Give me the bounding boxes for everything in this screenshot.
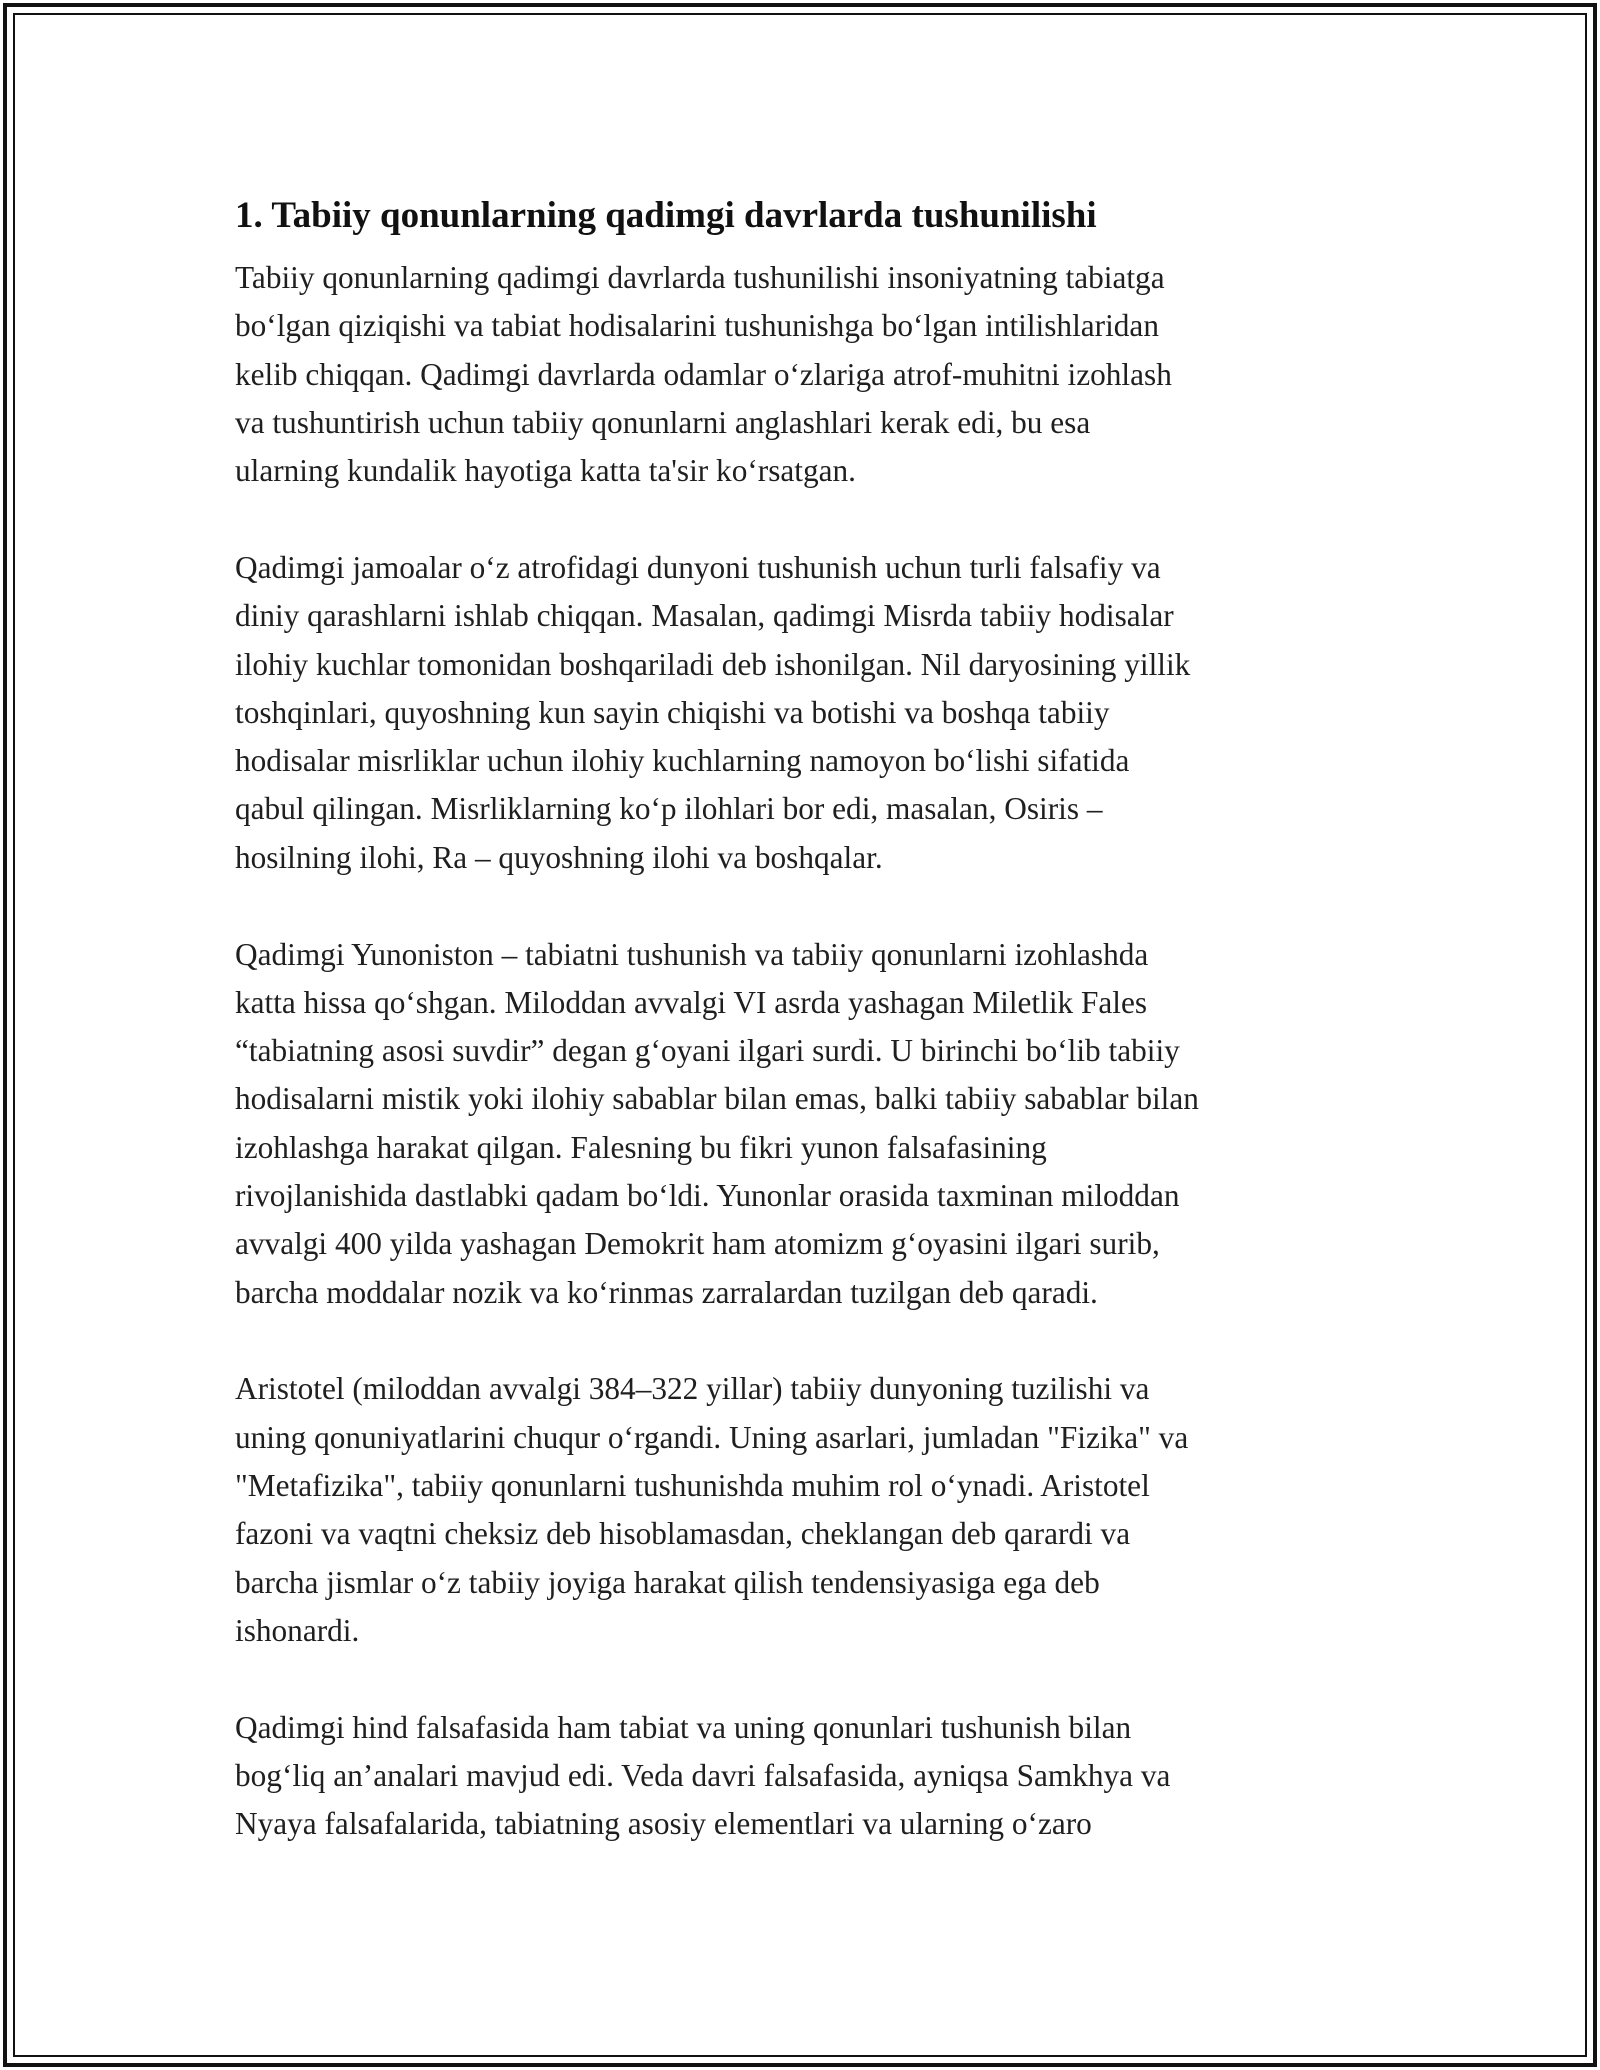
- text-line: barcha jismlar o‘z tabiiy joyiga harakat qilish tendensiyasiga ega deb: [235, 1564, 1100, 1600]
- text-line: Aristotel (miloddan avvalgi 384–322 yillar) tabiiy dunyoning tuzilishi va: [235, 1371, 1150, 1407]
- paragraph-5: [235, 1704, 1395, 1849]
- text-line: uning qonuniyatlarini chuqur o‘rgandi. Uning asarlari, jumladan "Fizika" va: [235, 1419, 1189, 1455]
- text-line: "Metafizika", tabiiy qonunlarni tushunishda muhim rol o‘ynadi. Aristotel: [235, 1468, 1150, 1504]
- paragraph-2: [235, 544, 1395, 882]
- text-line: bo‘lgan qiziqishi va tabiat hodisalarini tushunishga bo‘lgan intilishlaridan: [235, 308, 1159, 344]
- text-line: hodisalarni mistik yoki ilohiy sabablar bilan emas, balki tabiiy sabablar bilan: [235, 1081, 1199, 1117]
- text-line: hosilning ilohi, Ra – quyoshning ilohi va boshqalar.: [235, 839, 883, 875]
- text-line: diniy qarashlarni ishlab chiqqan. Masalan, qadimgi Misrda tabiiy hodisalar: [235, 598, 1174, 634]
- text-line: Nyaya falsafalarida, tabiatning asosiy elementlari va ularning o‘zaro: [235, 1806, 1092, 1842]
- paragraph-3: [235, 931, 1395, 1317]
- text-line: avvalgi 400 yilda yashagan Demokrit ham atomizm g‘oyasini ilgari surib,: [235, 1226, 1160, 1262]
- text-line: va tushuntirish uchun tabiiy qonunlarni anglashlari kerak edi, bu esa: [235, 404, 1091, 440]
- text-line: fazoni va vaqtni cheksiz deb hisoblamasdan, cheklangan deb qarardi va: [235, 1516, 1131, 1552]
- text-line: kelib chiqqan. Qadimgi davrlarda odamlar o‘zlariga atrof-muhitni izohlash: [235, 356, 1172, 392]
- text-line: ishonardi.: [235, 1612, 360, 1648]
- text-line: bog‘liq an’analari mavjud edi. Veda davri falsafasida, ayniqsa Samkhya va: [235, 1758, 1171, 1794]
- section-heading: 1. Tabiiy qonunlarning qadimgi davrlarda tushunilishi: [235, 195, 1097, 236]
- text-line: rivojlanishida dastlabki qadam bo‘ldi. Yunonlar orasida taxminan miloddan: [235, 1178, 1180, 1214]
- text-line: ilohiy kuchlar tomonidan boshqariladi deb ishonilgan. Nil daryosining yillik: [235, 646, 1191, 682]
- text-line: Qadimgi hind falsafasida ham tabiat va uning qonunlari tushunish bilan: [235, 1709, 1132, 1745]
- paragraph-1: [235, 254, 1395, 495]
- text-line: qabul qilingan. Misrliklarning ko‘p ilohlari bor edi, masalan, Osiris –: [235, 791, 1103, 827]
- text-line: katta hissa qo‘shgan. Miloddan avvalgi VI asrda yashagan Miletlik Fales: [235, 984, 1148, 1020]
- text-line: Qadimgi Yunoniston – tabiatni tushunish va tabiiy qonunlarni izohlashda: [235, 936, 1149, 972]
- text-line: hodisalar misrliklar uchun ilohiy kuchlarning namoyon bo‘lishi sifatida: [235, 743, 1130, 779]
- text-line: ularning kundalik hayotiga katta ta'sir ko‘rsatgan.: [235, 453, 856, 489]
- document-body: [235, 188, 1395, 1849]
- text-line: izohlashga harakat qilgan. Falesning bu fikri yunon falsafasining: [235, 1129, 1047, 1165]
- text-line: Qadimgi jamoalar o‘z atrofidagi dunyoni tushunish uchun turli falsafiy va: [235, 549, 1161, 585]
- paragraph-4: [235, 1365, 1395, 1655]
- text-line: Tabiiy qonunlarning qadimgi davrlarda tushunilishi insoniyatning tabiatga: [235, 260, 1165, 295]
- text-line: “tabiatning asosi suvdir” degan g‘oyani ilgari surdi. U birinchi bo‘lib tabiiy: [235, 1033, 1180, 1069]
- text-line: toshqinlari, quyoshning kun sayin chiqishi va botishi va boshqa tabiiy: [235, 694, 1110, 730]
- text-line: barcha moddalar nozik va ko‘rinmas zarralardan tuzilgan deb qaradi.: [235, 1274, 1098, 1310]
